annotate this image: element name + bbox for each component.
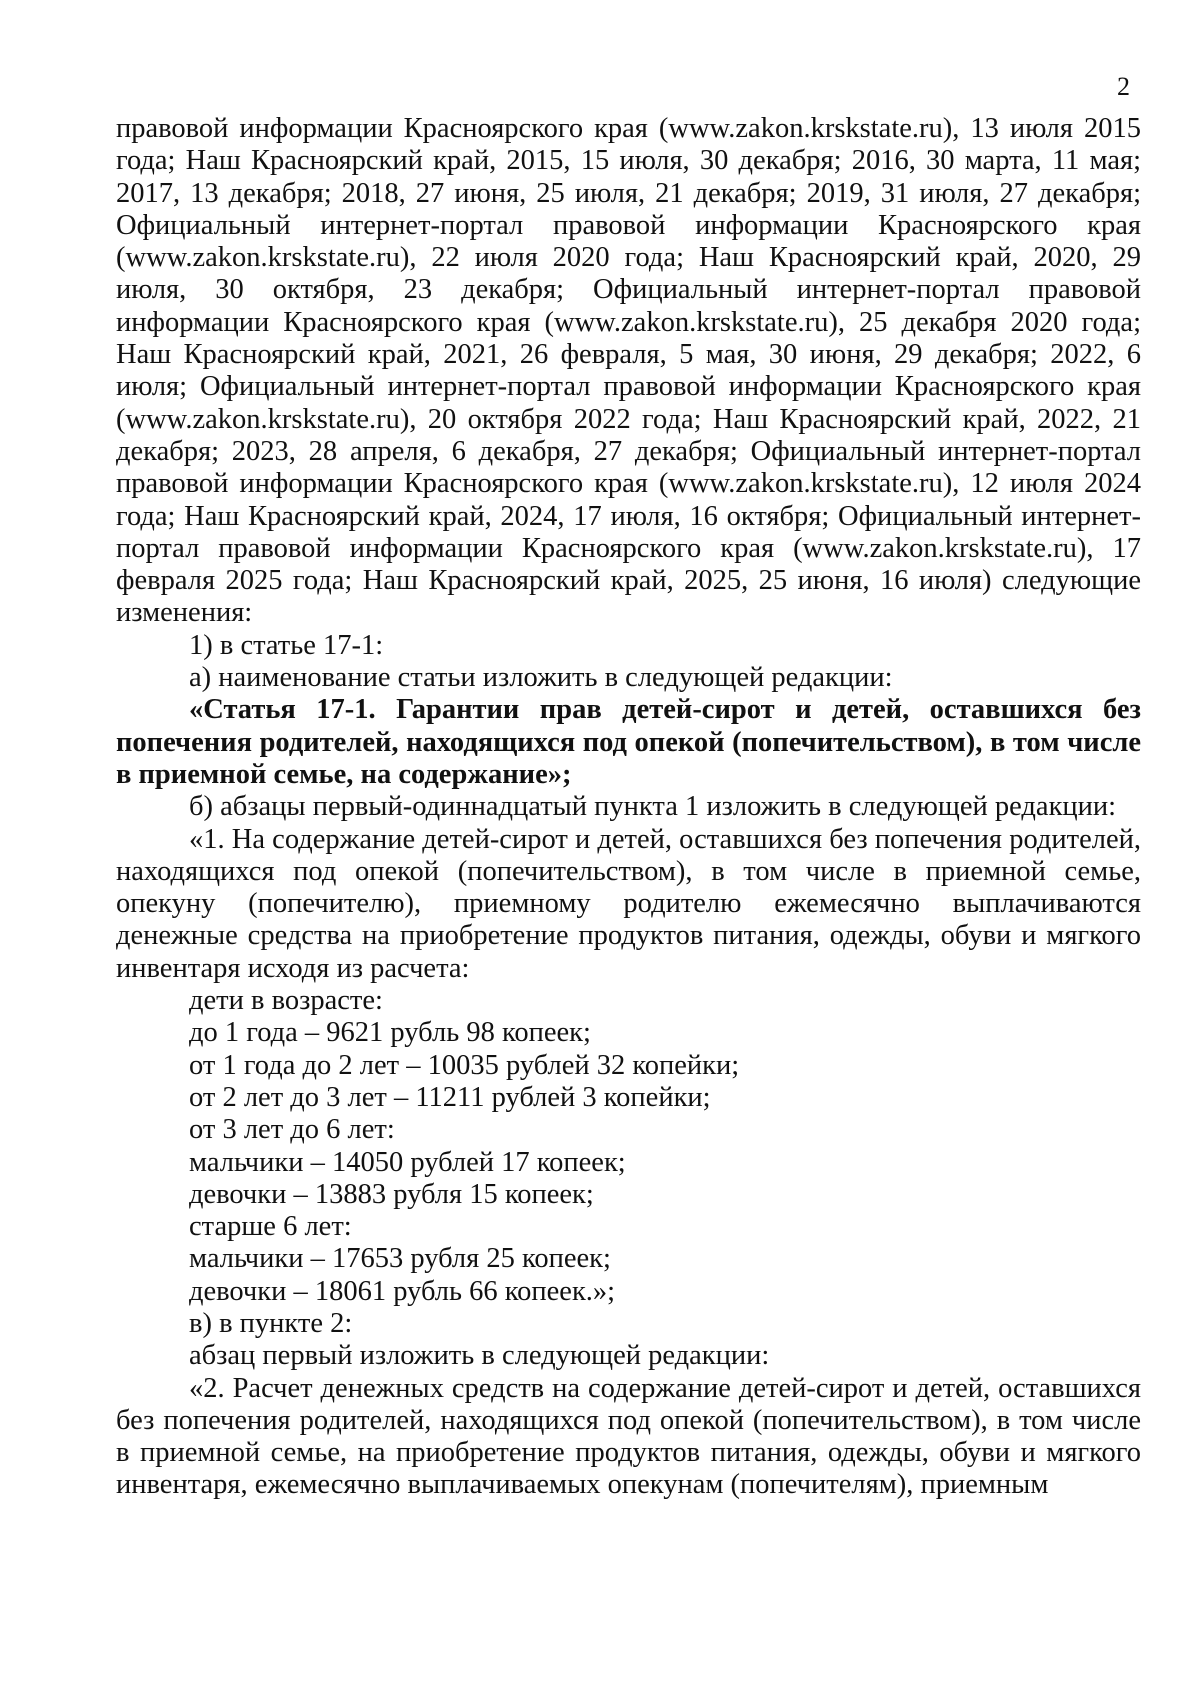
article-title-close-quote: »; (547, 758, 572, 790)
point-1-paragraph: «1. На содержание детей-сирот и детей, оставшихся без попечения родителей, находящихся под опекой (попечительством), в том числе в приемной семье, опекуну (попечителю), приемному родителю ежемесячно выплачиваются денежные средства на приобретение продуктов питания, одежды, обуви и мягкого инвентаря исходя из расчета: (116, 823, 1141, 984)
list-item: абзац первый изложить в следующей редакции: (189, 1340, 770, 1372)
page-number: 2 (1117, 72, 1130, 101)
list-item: старше 6 лет: (189, 1211, 352, 1243)
list-item: дети в возрасте: (189, 985, 383, 1017)
list-item: мальчики – 17653 рубля 25 копеек; (189, 1243, 611, 1275)
list-item: до 1 года – 9621 рубль 98 копеек; (189, 1017, 591, 1049)
list-item: девочки – 13883 рубля 15 копеек; (189, 1178, 594, 1210)
article-title-open-quote: « (189, 694, 204, 726)
point-2-paragraph: «2. Расчет денежных средств на содержание детей-сирот и детей, оставшихся без попечения родителей, находящихся под опекой (попечительством), в том числе в приемной семье, на приобретение продуктов питания, одежды, обуви и мягкого инвентаря, ежемесячно выплачиваемых опекунам (попечителям), приемным (116, 1372, 1141, 1501)
item-b: б) абзацы первый-одиннадцатый пункта 1 изложить в следующей редакции: (189, 791, 1117, 823)
list-item: девочки – 18061 рубль 66 копеек.»; (189, 1275, 616, 1307)
document-body (116, 113, 1141, 1502)
item-a: а) наименование статьи изложить в следующей редакции: (189, 662, 893, 694)
list-item: мальчики – 14050 рублей 17 копеек; (189, 1146, 626, 1178)
list-item: от 2 лет до 3 лет – 11211 рублей 3 копейки; (189, 1081, 711, 1113)
article-title-paragraph (116, 694, 1141, 791)
intro-paragraph: правовой информации Красноярского края (www.zakon.krskstate.ru), 13 июля 2015 года; Наш Красноярский край, 2015, 15 июля, 30 декабря; 2016, 30 марта, 11 мая; 2017, 13 декабря; 2018, 27 июня, 25 июля, 21 декабря; 2019, 31 июля, 27 декабря; Официальный интернет-портал правовой информации Красноярского края (www.zakon.krskstate.ru), 22 июля 2020 года; Наш Красноярский край, 2020, 29 июля, 30 октября, 23 декабря; Официальный интернет-портал правовой информации Красноярского края (www.zakon.krskstate.ru), 25 декабря 2020 года; Наш Красноярский край, 2021, 26 февраля, 5 мая, 30 июня, 29 декабря; 2022, 6 июля; Официальный интернет-портал правовой информации Красноярского края (www.zakon.krskstate.ru), 20 октября 2022 года; Наш Красноярский край, 2022, 21 декабря; 2023, 28 апреля, 6 декабря, 27 декабря; Официальный интернет-портал правовой информации Красноярского края (www.zakon.krskstate.ru), 12 июля 2024 года; Наш Красноярский край, 2024, 17 июля, 16 октября; Официальный интернет-портал правовой информации Красноярского края (www.zakon.krskstate.ru), 17 февраля 2025 года; Наш Красноярский край, 2025, 25 июня, 16 июля) следующие изменения: (116, 113, 1141, 629)
item-1: 1) в статье 17-1: (189, 629, 384, 661)
list-item: в) в пункте 2: (189, 1307, 353, 1339)
list-item: от 1 года до 2 лет – 10035 рублей 32 копейки; (189, 1049, 740, 1081)
article-title: Статья 17-1. Гарантии прав детей-сирот и детей, оставшихся без попечения родителей, находящихся под опекой (попечительством), в том числе в приемной семье, на содержание (116, 694, 1141, 790)
list-item: от 3 лет до 6 лет: (189, 1114, 395, 1146)
